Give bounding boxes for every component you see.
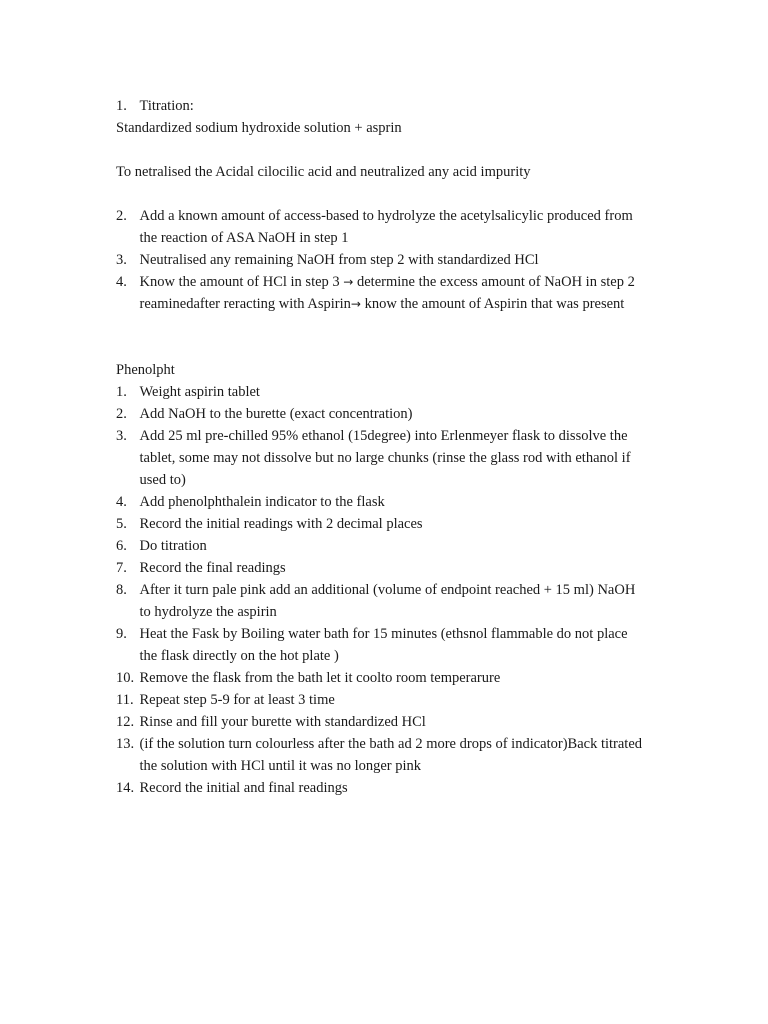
list-number: 11.: [116, 692, 134, 708]
list-item: [116, 271, 646, 315]
titration-line-1: Standardized sodium hydroxide solution + asprin: [116, 120, 402, 136]
titration-heading: [116, 95, 646, 117]
list-number: 10.: [116, 670, 135, 686]
titration-heading-list: [116, 95, 646, 117]
list-number: 2.: [116, 208, 127, 224]
list-number: 5.: [116, 516, 127, 532]
list-item: [116, 205, 646, 249]
list-item-text: Weight aspirin tablet: [139, 384, 260, 400]
list-item: [116, 513, 646, 535]
document-page: [116, 95, 646, 799]
list-number: 9.: [116, 626, 127, 642]
list-number: 3.: [116, 252, 127, 268]
phenolpht-heading: Phenolpht: [116, 362, 175, 378]
list-item: [116, 579, 646, 623]
list-item-text: Add NaOH to the burette (exact concentration): [139, 406, 413, 422]
list-item: [116, 711, 646, 733]
list-item-text: Neutralised any remaining NaOH from step 2 with standardized HCl: [139, 252, 539, 268]
list-item: [116, 425, 646, 491]
list-item-text: Add 25 ml pre-chilled 95% ethanol (15degree) into Erlenmeyer flask to dissolve the tablet, some may not dissolve but no large chunks (rinse the glass rod with ethanol if used to): [139, 428, 631, 488]
list-number: 1.: [116, 98, 127, 114]
list-number: 14.: [116, 780, 135, 796]
list-item-text: Record the final readings: [139, 560, 286, 576]
list-item-text-part: determine the excess amount of NaOH in step 2 reaminedafter reracting with Aspirin: [139, 274, 635, 312]
list-item: [116, 667, 646, 689]
list-number: 4.: [116, 274, 127, 290]
list-item-text: Add a known amount of access-based to hydrolyze the acetylsalicylic produced from the reaction of ASA NaOH in step 1: [139, 208, 633, 246]
list-number: 1.: [116, 384, 127, 400]
list-item-text: After it turn pale pink add an additional (volume of endpoint reached + 15 ml) NaOH to hydrolyze the aspirin: [139, 582, 636, 620]
list-item: [116, 689, 646, 711]
list-number: 8.: [116, 582, 127, 598]
list-item-text: (if the solution turn colourless after the bath ad 2 more drops of indicator)Back titrated the solution with HCl until it was no longer pink: [139, 736, 643, 774]
phenolpht-steps-list: [116, 381, 646, 799]
list-item-text: Do titration: [139, 538, 207, 554]
titration-line-2: To netralised the Acidal cilocilic acid and neutralized any acid impurity: [116, 164, 531, 180]
list-number: 7.: [116, 560, 127, 576]
titration-steps-list: [116, 205, 646, 315]
list-item: [116, 557, 646, 579]
list-item: [116, 733, 646, 777]
list-number: 2.: [116, 406, 127, 422]
list-item: [116, 249, 646, 271]
list-item: [116, 623, 646, 667]
list-item-text: Record the initial readings with 2 decimal places: [139, 516, 423, 532]
right-arrow-icon: →: [343, 275, 354, 289]
list-number: 12.: [116, 714, 135, 730]
list-item-text: Rinse and fill your burette with standardized HCl: [139, 714, 426, 730]
list-item-text: Repeat step 5-9 for at least 3 time: [139, 692, 335, 708]
list-item: [116, 777, 646, 799]
right-arrow-icon: →: [350, 297, 361, 311]
list-item-text-part: Know the amount of HCl in step 3: [139, 274, 344, 290]
list-number: 4.: [116, 494, 127, 510]
list-number: 3.: [116, 428, 127, 444]
list-item-text: Remove the flask from the bath let it coolto room temperarure: [139, 670, 501, 686]
list-item: [116, 381, 646, 403]
list-item: [116, 535, 646, 557]
list-item: [116, 491, 646, 513]
list-item-text: Add phenolphthalein indicator to the flask: [139, 494, 385, 510]
list-item-text-part: know the amount of Aspirin that was present: [360, 296, 625, 312]
list-number: 6.: [116, 538, 127, 554]
heading-text: Titration:: [139, 98, 194, 114]
list-item: [116, 403, 646, 425]
list-number: 13.: [116, 736, 135, 752]
list-item-text: Record the initial and final readings: [139, 780, 348, 796]
list-item-text: Heat the Fask by Boiling water bath for 15 minutes (ethsnol flammable do not place the flask directly on the hot plate ): [139, 626, 628, 664]
